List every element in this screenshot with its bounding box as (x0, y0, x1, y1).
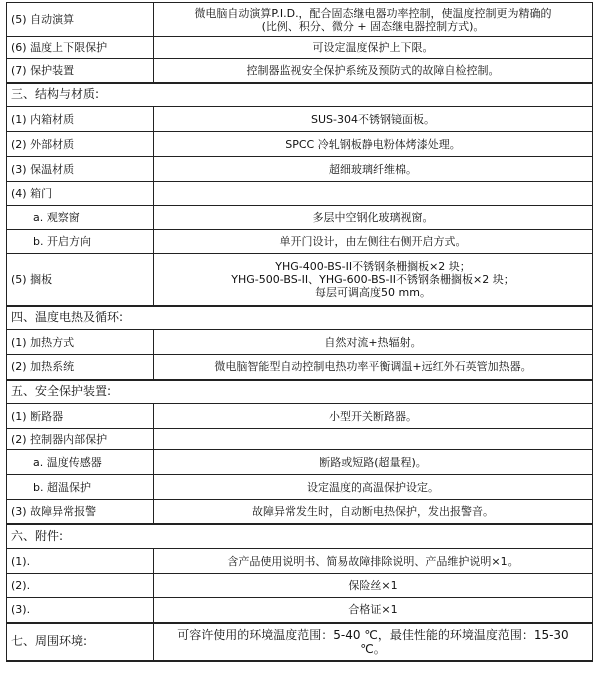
row-label: (3) 保温材质 (7, 157, 154, 182)
section-row (7, 524, 593, 549)
row-value: 合格证×1 (154, 598, 593, 623)
row-label: 七、周围环境: (7, 623, 154, 661)
row-value: 单开门设计，由左侧往右侧开启方式。 (154, 230, 593, 254)
table-row (7, 206, 593, 230)
spec-table-body (7, 3, 593, 661)
row-value: SPCC 冷轧钢板静电粉体烤漆处理。 (154, 132, 593, 157)
row-value: 自然对流+热辐射。 (154, 330, 593, 355)
row-value: 含产品使用说明书、简易故障排除说明、产品维护说明×1。 (154, 549, 593, 574)
table-row (7, 157, 593, 182)
table-row (7, 254, 593, 306)
row-value: 小型开关断路器。 (154, 404, 593, 429)
section-heading: 三、结构与材质: (7, 83, 593, 107)
row-value (154, 182, 593, 206)
section-row (7, 306, 593, 330)
table-row (7, 37, 593, 59)
section-heading: 五、安全保护装置: (7, 380, 593, 404)
table-row (7, 623, 593, 661)
table-row (7, 574, 593, 598)
row-label: (1) 内箱材质 (7, 107, 154, 132)
table-row (7, 3, 593, 37)
row-label: (2) 外部材质 (7, 132, 154, 157)
table-row (7, 549, 593, 574)
row-value: 控制器监视安全保护系统及预防式的故障自检控制。 (154, 59, 593, 83)
row-label: (2) 控制器内部保护 (7, 429, 154, 450)
row-label: (6) 温度上下限保护 (7, 37, 154, 59)
row-value: 可设定温度保护上下限。 (154, 37, 593, 59)
row-value: 微电脑自动演算P.I.D.，配合固态继电器功率控制，使温度控制更为精确的 (比例、积分、微分 + 固态继电器控制方式)。 (154, 3, 593, 37)
table-row (7, 429, 593, 450)
table-row (7, 404, 593, 429)
row-label: (2). (7, 574, 154, 598)
row-label: (3). (7, 598, 154, 623)
row-value: 断路或短路(超量程)。 (154, 450, 593, 475)
row-value: 可容许使用的环境温度范围：5-40 ℃，最佳性能的环境温度范围：15-30 ℃。 (154, 623, 593, 661)
table-row (7, 450, 593, 475)
row-value: 保险丝×1 (154, 574, 593, 598)
table-row (7, 230, 593, 254)
row-label: (7) 保护装置 (7, 59, 154, 83)
row-label: a. 观察窗 (7, 206, 154, 230)
row-value: 多层中空钢化玻璃视窗。 (154, 206, 593, 230)
row-label: (4) 箱门 (7, 182, 154, 206)
row-label: (2) 加热系统 (7, 355, 154, 380)
row-value (154, 429, 593, 450)
section-heading: 六、附件: (7, 524, 593, 549)
spec-table (6, 2, 593, 662)
section-row (7, 83, 593, 107)
row-label: (1) 加热方式 (7, 330, 154, 355)
row-label: (5) 搁板 (7, 254, 154, 306)
table-row (7, 355, 593, 380)
row-label: b. 超温保护 (7, 475, 154, 500)
row-value: 微电脑智能型自动控制电热功率平衡调温+远红外石英管加热器。 (154, 355, 593, 380)
row-value: SUS-304不锈钢镜面板。 (154, 107, 593, 132)
section-row (7, 380, 593, 404)
row-value: 故障异常发生时，自动断电热保护，发出报警音。 (154, 500, 593, 524)
table-row (7, 475, 593, 500)
row-value: YHG-400-BS-II不锈钢条栅搁板×2 块； YHG-500-BS-II、YHG-600-BS-II不锈钢条栅搁板×2 块； 每层可调高度50 mm。 (154, 254, 593, 306)
row-label: (1). (7, 549, 154, 574)
table-row (7, 59, 593, 83)
section-heading: 四、温度电热及循环: (7, 306, 593, 330)
row-value: 设定温度的高温保护设定。 (154, 475, 593, 500)
table-row (7, 598, 593, 623)
table-row (7, 500, 593, 524)
row-label: b. 开启方向 (7, 230, 154, 254)
row-label: (3) 故障异常报警 (7, 500, 154, 524)
row-label: (5) 自动演算 (7, 3, 154, 37)
row-value: 超细玻璃纤维棉。 (154, 157, 593, 182)
table-row (7, 330, 593, 355)
table-row (7, 182, 593, 206)
table-row (7, 107, 593, 132)
table-row (7, 132, 593, 157)
row-label: (1) 断路器 (7, 404, 154, 429)
row-label: a. 温度传感器 (7, 450, 154, 475)
